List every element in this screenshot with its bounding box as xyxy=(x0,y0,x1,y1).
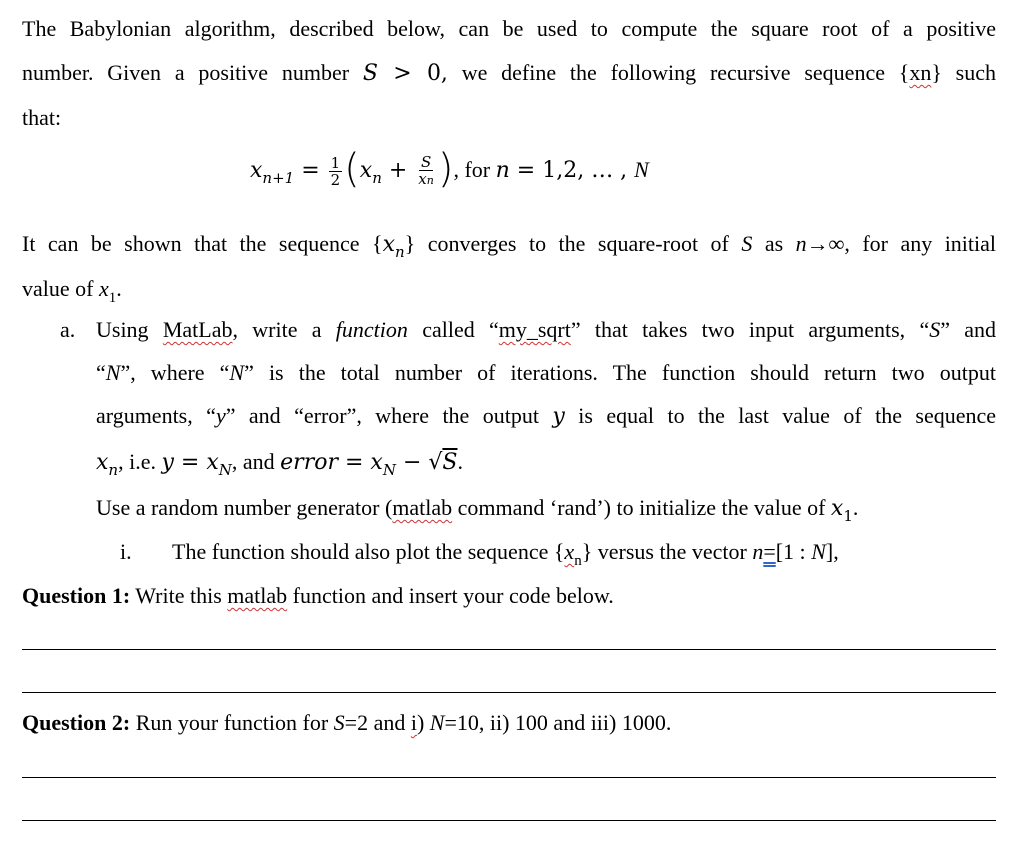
converge-sub-n: n xyxy=(394,243,405,261)
arg-N: N xyxy=(105,360,121,385)
part-i-sub-n: n xyxy=(574,553,582,569)
eq-x: x xyxy=(250,158,263,183)
intro-text-2b: we define the following recursive sequence { xyxy=(447,60,910,85)
part-i-eq: = xyxy=(763,539,776,564)
var-S: S xyxy=(362,61,378,86)
intro-text-2c: } such xyxy=(931,60,997,85)
part-a-line-4 xyxy=(96,449,463,483)
a4-y: y xyxy=(161,450,174,475)
eq-s-over-xn-fraction xyxy=(416,154,436,189)
answer-line-3[interactable] xyxy=(22,777,996,778)
seq-xn-plain: xn xyxy=(909,60,932,85)
a4-eq: = xyxy=(173,450,207,475)
part-a-text-1d: ” that takes two input arguments, “ xyxy=(570,317,930,342)
eq-right-paren: ) xyxy=(437,145,454,192)
answer-line-2[interactable] xyxy=(22,692,996,693)
part-i-line xyxy=(172,539,839,574)
intro-text-3: that: xyxy=(22,105,62,130)
a4-eq-2: = xyxy=(337,450,371,475)
eq-n: n xyxy=(495,158,510,183)
eq-frac-den xyxy=(416,171,436,189)
question-2-text-c: ) xyxy=(416,710,425,735)
eq-range: = 1,2, … , xyxy=(509,158,635,183)
part-a-text-5a: Use a random number generator ( xyxy=(96,495,393,520)
error-var: error xyxy=(280,450,338,475)
part-a-text-2a: “ xyxy=(96,360,106,385)
part-a-text-5b: command ‘rand’) to initialize the value of xyxy=(452,495,831,520)
part-a-line-1 xyxy=(96,317,996,343)
part-a-line-2 xyxy=(96,360,996,386)
part-a-text-3b: ” and “error”, where the output xyxy=(225,403,539,428)
question-2-text-b: =2 and xyxy=(344,710,406,735)
a4-sub-N-2: N xyxy=(382,461,396,479)
eq-x-n: x xyxy=(359,158,373,183)
part-a-text-3a: arguments, “ xyxy=(96,403,216,428)
converge-text-2b: . xyxy=(116,276,122,301)
part-a-label xyxy=(60,317,75,343)
question-1 xyxy=(22,583,614,609)
eq-N: N xyxy=(634,157,649,182)
output-y: y xyxy=(552,404,565,429)
converge-text-2a: value of xyxy=(22,276,99,301)
arg-S: S xyxy=(929,317,941,342)
converge-x: x xyxy=(382,232,395,257)
eq-equals: = xyxy=(294,158,327,183)
eq-half-fraction xyxy=(329,155,343,188)
question-1-matlab: matlab xyxy=(227,583,288,608)
part-i-label xyxy=(120,539,132,565)
eq-sub-n1: n+1 xyxy=(262,169,295,187)
part-a-text-4c: , and xyxy=(231,449,275,474)
a4-x: x xyxy=(96,450,109,475)
matlab-lower-word: matlab xyxy=(392,495,453,520)
part-a-text-1c: called “ xyxy=(422,317,499,342)
question-1-text-a: Write this xyxy=(130,583,222,608)
function-name: my_sqrt xyxy=(498,317,571,342)
intro-text-2a: number. Given a positive number xyxy=(22,60,350,85)
eq-frac-num: S xyxy=(420,153,432,172)
converge-x1: x xyxy=(98,276,109,301)
arg-N-2: N xyxy=(229,360,245,385)
part-a-text-2b: ”, where “ xyxy=(120,360,230,385)
part-a-letter: a. xyxy=(60,317,76,342)
eq-left-paren: ( xyxy=(344,145,360,192)
part-i-text-b: } versus the vector xyxy=(581,539,747,564)
part-i-text-c: [1 : xyxy=(775,539,806,564)
part-i-text-d: ], xyxy=(825,539,839,564)
answer-line-1[interactable] xyxy=(22,649,996,650)
question-2-i: i xyxy=(410,710,417,735)
converge-text-1b: } converges to the square-root of xyxy=(404,231,729,256)
part-a-text-5c: . xyxy=(852,495,859,520)
intro-line-2 xyxy=(22,60,996,87)
part-i-numeral: i. xyxy=(120,539,132,564)
question-2 xyxy=(22,710,671,736)
eq-plus: + xyxy=(381,158,415,183)
part-a-line-5 xyxy=(96,495,858,529)
part-a-text-3c: is equal to the last value of the sequence xyxy=(578,403,997,428)
part-i-N: N xyxy=(811,539,826,564)
a4-S: S xyxy=(442,450,458,475)
intro-line-3 xyxy=(22,105,61,131)
a4-minus-sqrt: − √ xyxy=(395,450,443,475)
converge-text-1a: It can be shown that the sequence { xyxy=(22,231,383,256)
eq-frac-den-x: x xyxy=(418,170,427,189)
part-a-line-3 xyxy=(96,403,996,430)
part-i-n: n xyxy=(752,539,764,564)
converge-line-1 xyxy=(22,231,996,265)
question-2-text-a: Run your function for xyxy=(130,710,329,735)
question-2-label: Question 2: xyxy=(22,710,131,735)
converge-S: S xyxy=(741,231,753,256)
part-a-text-1b: , write a xyxy=(232,317,322,342)
intro-line-1 xyxy=(22,16,996,42)
eq-half-num: 1 xyxy=(330,154,341,173)
converge-arrow: n→∞ xyxy=(795,231,845,256)
part-i-text-a: The function should also plot the sequence { xyxy=(172,539,565,564)
eq-frac-den-sub: n xyxy=(426,174,434,188)
question-2-S: S xyxy=(333,710,345,735)
recurrence-equation xyxy=(250,145,649,196)
part-a-text-4e: . xyxy=(457,449,463,474)
part-i-x: x xyxy=(564,539,575,564)
converge-x1-sub: 1 xyxy=(108,290,117,306)
converge-line-2 xyxy=(22,276,122,311)
part-a-text-4a: , i.e. xyxy=(118,449,156,474)
question-2-text-d: =10, ii) 100 and iii) 1000. xyxy=(444,710,672,735)
eq-half-den: 2 xyxy=(330,171,341,190)
a4-xN-2: x xyxy=(370,450,383,475)
converge-text-1d: , for any initial xyxy=(844,231,997,256)
converge-text-1c: as xyxy=(752,231,796,256)
gt-zero: > 0, xyxy=(377,61,448,86)
question-1-text-b: function and insert your code below. xyxy=(287,583,614,608)
part-a-text-1a: Using xyxy=(96,317,149,342)
part-a-text-1e: ” and xyxy=(940,317,997,342)
a4-sub-N: N xyxy=(218,461,232,479)
intro-text-1: The Babylonian algorithm, described below, can be used to compute the square root of a positive xyxy=(22,16,996,41)
a4-sub-n: n xyxy=(108,461,119,479)
a5-x: x xyxy=(830,496,844,521)
question-1-label: Question 1: xyxy=(22,583,131,608)
eq-sub-n: n xyxy=(372,169,382,187)
part-a-text-2c: ” is the total number of iterations. The function should return two output xyxy=(244,360,996,385)
matlab-word: MatLab xyxy=(162,317,233,342)
answer-line-4[interactable] xyxy=(22,820,996,821)
a4-xN: x xyxy=(206,450,219,475)
eq-for: , for xyxy=(453,157,496,182)
a5-sub-1: 1 xyxy=(843,507,853,525)
question-2-N: N xyxy=(429,710,445,735)
arg-y: y xyxy=(215,403,226,428)
function-word: function xyxy=(335,317,408,342)
